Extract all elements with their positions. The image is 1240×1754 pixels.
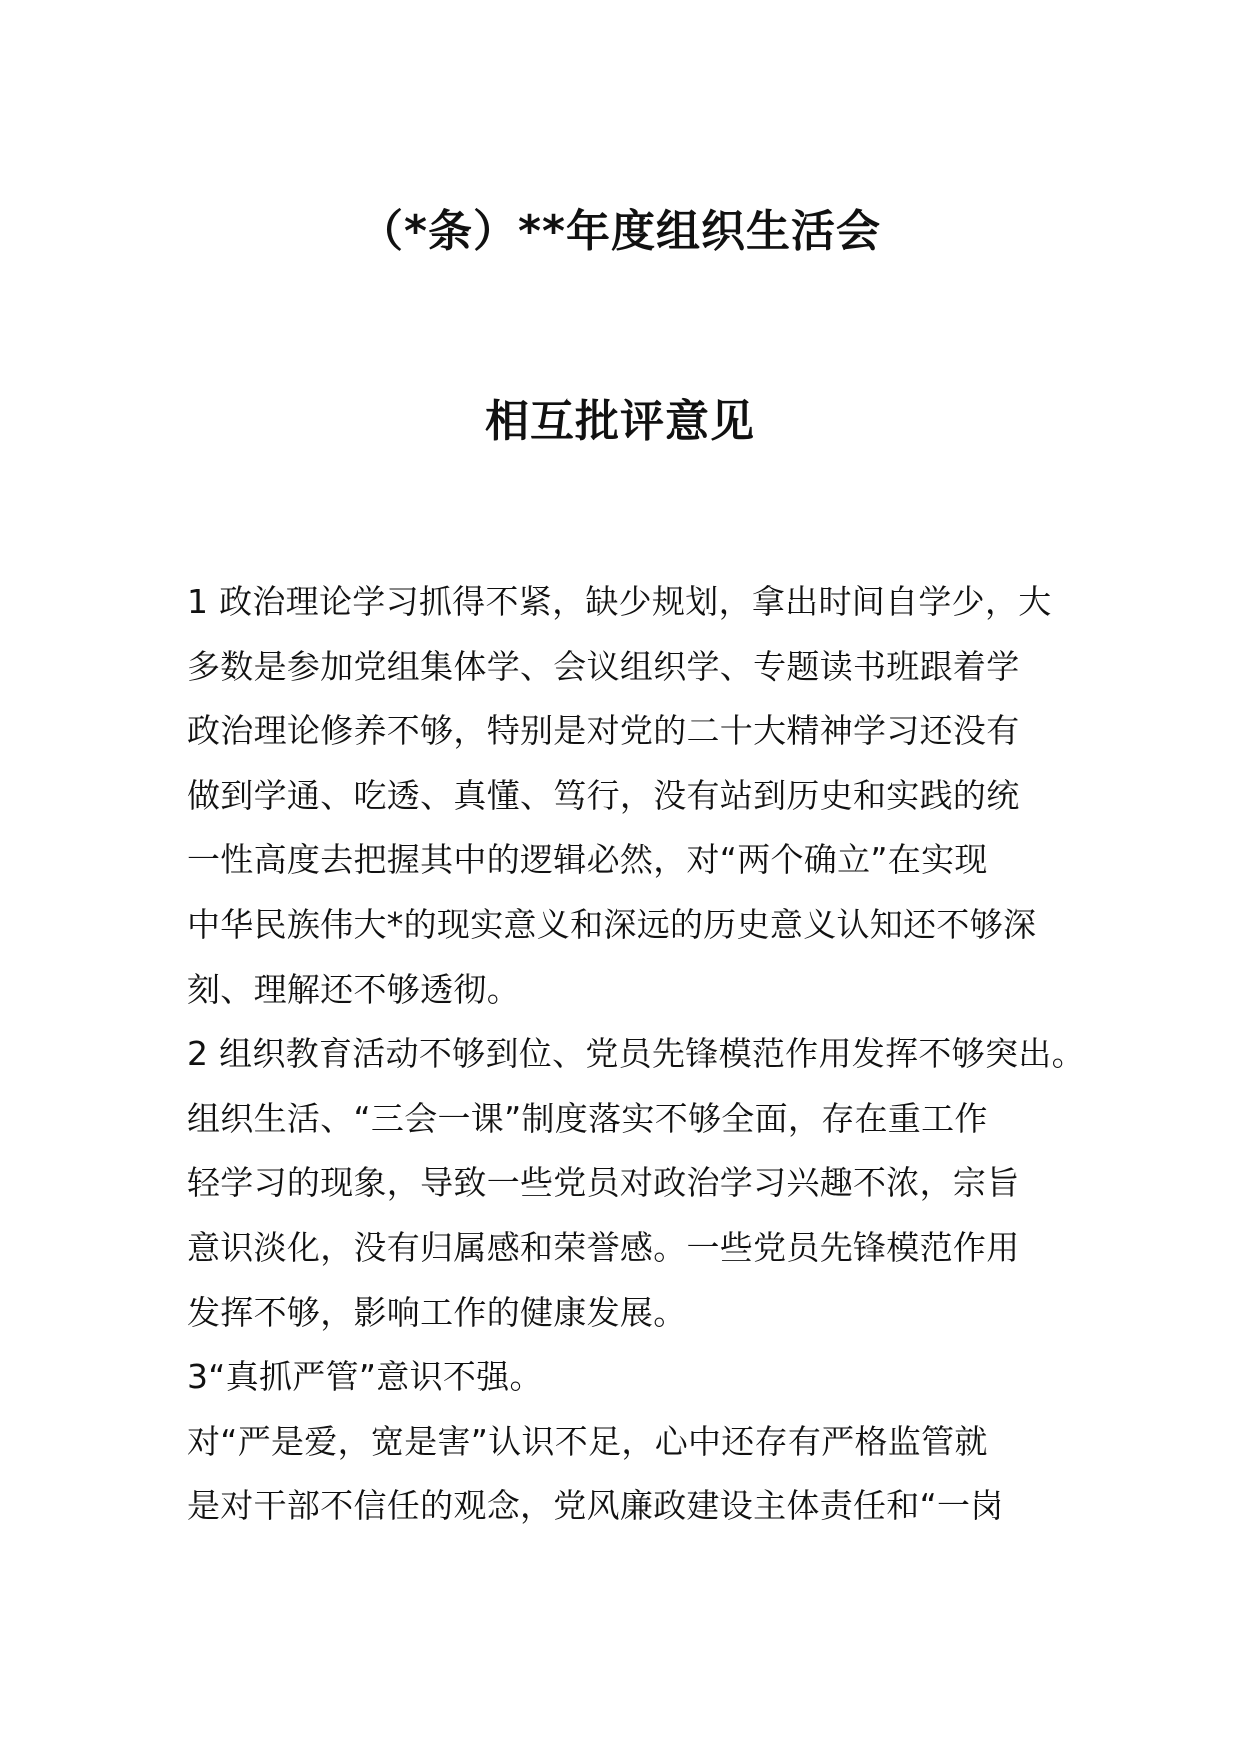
body-line: 组织生活、“三会一课”制度落实不够全面，存在重工作 — [187, 1098, 988, 1138]
document-body — [187, 570, 1087, 1539]
body-line: 做到学通、吃透、真懂、笃行，没有站到历史和实践的统 — [187, 775, 1020, 815]
document-subtitle: 相互批评意见 — [485, 396, 755, 447]
body-line: 意识淡化，没有归属感和荣誉感。一些党员先锋模范作用 — [187, 1227, 1020, 1267]
body-line: 2 组织教育活动不够到位、党员先锋模范作用发挥不够突出。 — [187, 1034, 1085, 1074]
body-line: 中华民族伟大*的现实意义和深远的历史意义认知还不够深 — [187, 904, 1037, 944]
document-title: （*条）**年度组织生活会 — [358, 206, 882, 257]
body-line: 1 政治理论学习抓得不紧，缺少规划，拿出时间自学少，大 — [187, 582, 1052, 621]
body-line: 多数是参加党组集体学、会议组织学、专题读书班跟着学 — [187, 646, 1020, 686]
body-line: 3“真抓严管”意识不强。 — [187, 1357, 543, 1397]
body-line: 刻、理解还不够透彻。 — [187, 969, 520, 1009]
body-line: 政治理论修养不够，特别是对党的二十大精神学习还没有 — [187, 711, 1020, 751]
body-line: 是对干部不信任的观念，党风廉政建设主体责任和“一岗 — [187, 1486, 1004, 1526]
body-line: 一性高度去把握其中的逻辑必然，对“两个确立”在实现 — [187, 840, 988, 880]
body-line: 对“严是爱，宽是害”认识不足，心中还存有严格监管就 — [187, 1421, 988, 1461]
body-line: 发挥不够，影响工作的健康发展。 — [187, 1292, 687, 1332]
body-line: 轻学习的现象，导致一些党员对政治学习兴趣不浓，宗旨 — [187, 1163, 1020, 1203]
